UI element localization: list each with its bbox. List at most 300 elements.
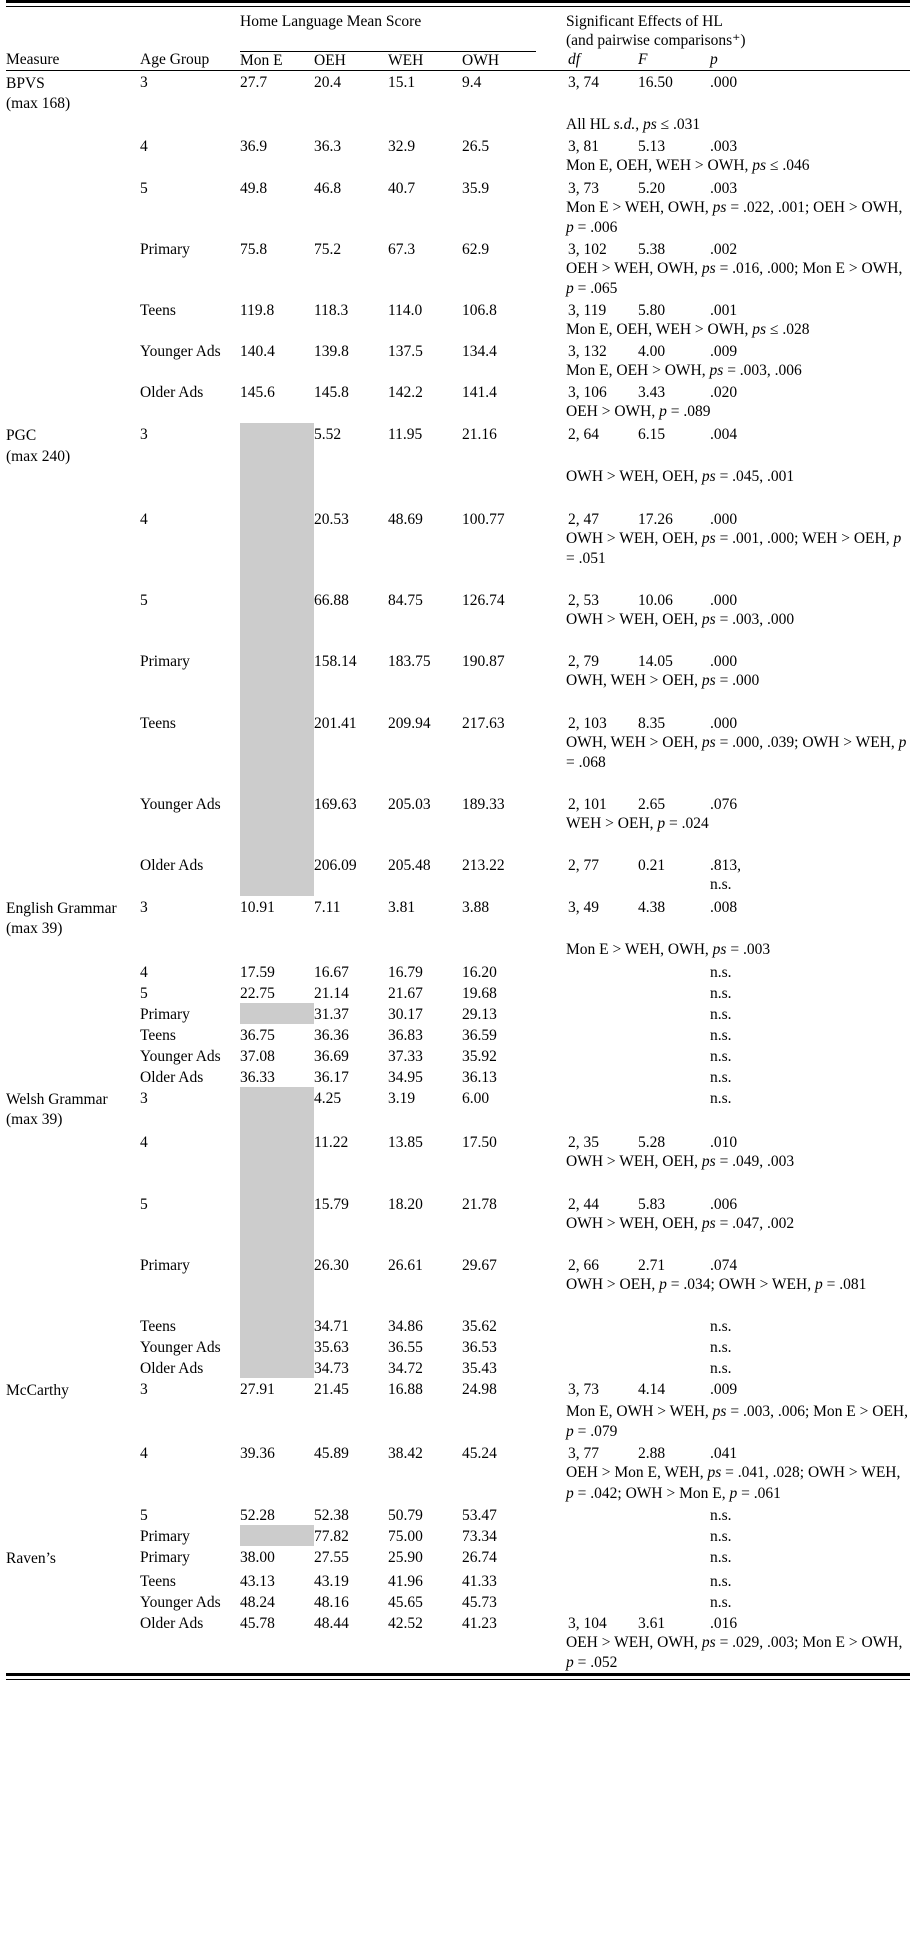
table-row bbox=[6, 1612, 910, 1633]
note-cell bbox=[766, 650, 910, 671]
header-home-language-mean-score: Home Language Mean Score bbox=[240, 13, 536, 51]
df-value bbox=[566, 1546, 636, 1570]
blank-cell bbox=[140, 198, 240, 238]
blank-cell bbox=[6, 156, 140, 176]
column-gap bbox=[536, 156, 566, 176]
blank-cell bbox=[766, 488, 910, 508]
score-blank-oeh bbox=[314, 733, 388, 773]
measure-blank bbox=[6, 1525, 140, 1546]
header-col-owh: OWH bbox=[462, 51, 536, 70]
blank-cell bbox=[140, 630, 240, 650]
score-owh: 19.68 bbox=[462, 984, 497, 1002]
measure-blank bbox=[6, 1591, 140, 1612]
column-gap bbox=[536, 1193, 566, 1214]
measure-blank bbox=[6, 1254, 140, 1275]
score-weh: 26.61 bbox=[388, 1256, 423, 1274]
note-cell bbox=[766, 896, 910, 941]
blank-cell bbox=[6, 569, 140, 589]
f-value: 0.21 bbox=[638, 857, 666, 875]
f-value: 5.13 bbox=[638, 138, 666, 156]
blank-cell bbox=[6, 773, 140, 793]
score-weh: 42.52 bbox=[388, 1614, 423, 1632]
score-mon-e: 22.75 bbox=[240, 984, 275, 1002]
p-value: .813, bbox=[710, 857, 742, 875]
score-blank-mon-e bbox=[240, 467, 314, 487]
column-gap bbox=[536, 1003, 566, 1024]
age-group-cell: Teens bbox=[140, 714, 176, 732]
header-note bbox=[766, 51, 910, 70]
f-value bbox=[636, 1504, 706, 1525]
df-value: 2, 53 bbox=[568, 592, 600, 610]
f-value: 5.28 bbox=[638, 1134, 666, 1152]
f-value bbox=[636, 982, 706, 1003]
df-value bbox=[566, 1003, 636, 1024]
note-cell bbox=[766, 1357, 910, 1378]
header-age-group: Age Group bbox=[140, 51, 240, 70]
score-weh: 45.65 bbox=[388, 1593, 423, 1611]
note-cell bbox=[766, 299, 910, 320]
age-group-cell: 5 bbox=[140, 592, 148, 610]
column-gap bbox=[536, 1152, 566, 1172]
score-mon-e: 145.6 bbox=[240, 384, 275, 402]
table-row bbox=[6, 1591, 910, 1612]
df-value: 3, 49 bbox=[568, 898, 600, 916]
note-cell bbox=[766, 875, 910, 895]
sig-effects-line2: (and pairwise comparisons⁺) bbox=[566, 32, 746, 49]
pairwise-comparison: OWH > WEH, OEH, ps = .003, .000 bbox=[566, 611, 795, 629]
score-blank-weh bbox=[388, 834, 462, 854]
pairwise-row bbox=[6, 1402, 910, 1442]
age-group-cell: Primary bbox=[140, 1548, 190, 1566]
pairwise-comparison: OWH > OEH, p = .034; OWH > WEH, p = .081 bbox=[566, 1275, 867, 1293]
column-gap bbox=[536, 814, 566, 834]
f-value bbox=[636, 1066, 706, 1087]
score-weh: 21.67 bbox=[388, 984, 423, 1002]
score-oeh: 77.82 bbox=[314, 1527, 349, 1545]
age-group-cell: 4 bbox=[140, 963, 148, 981]
column-gap bbox=[536, 1570, 566, 1591]
score-oeh: 21.14 bbox=[314, 984, 349, 1002]
score-blank-oeh bbox=[314, 814, 388, 834]
score-owh: 100.77 bbox=[462, 510, 505, 528]
score-blank-mon-e bbox=[240, 630, 314, 650]
score-blank-mon-e bbox=[240, 671, 314, 691]
measure-blank bbox=[6, 1066, 140, 1087]
column-gap bbox=[536, 940, 566, 960]
score-blank-weh bbox=[388, 733, 462, 773]
score-weh: 34.86 bbox=[388, 1318, 423, 1336]
column-gap bbox=[536, 238, 566, 259]
p-value: n.s. bbox=[710, 1089, 732, 1107]
df-value bbox=[566, 1336, 636, 1357]
blank-cell bbox=[766, 630, 910, 650]
blank-cell bbox=[566, 1295, 636, 1315]
spacer-row bbox=[6, 630, 910, 650]
pairwise-row bbox=[6, 320, 910, 340]
spacer-row bbox=[6, 773, 910, 793]
pairwise-comparison: All HL s.d., ps ≤ .031 bbox=[566, 116, 701, 134]
note-cell bbox=[766, 1504, 910, 1525]
df-value bbox=[566, 982, 636, 1003]
score-blank-owh bbox=[462, 1214, 536, 1234]
pairwise-comparison: OEH > WEH, OWH, ps = .029, .003; Mon E > OWH, p = .052 bbox=[566, 1633, 903, 1671]
blank-cell bbox=[636, 875, 706, 895]
score-oeh: 26.30 bbox=[314, 1256, 349, 1274]
score-mon-e: 75.8 bbox=[240, 240, 268, 258]
p-value: .000 bbox=[710, 73, 738, 91]
note-cell bbox=[766, 854, 910, 875]
table-row bbox=[6, 1442, 910, 1463]
note-cell bbox=[766, 238, 910, 259]
score-oeh: 145.8 bbox=[314, 384, 349, 402]
note-cell bbox=[766, 961, 910, 982]
score-blank-weh bbox=[388, 198, 462, 238]
score-oeh: 43.19 bbox=[314, 1572, 349, 1590]
pairwise-row bbox=[6, 940, 910, 960]
note-cell bbox=[766, 1131, 910, 1152]
score-blank-owh bbox=[462, 156, 536, 176]
score-mon-e: 37.08 bbox=[240, 1047, 275, 1065]
score-blank-owh bbox=[462, 1173, 536, 1193]
blank-cell bbox=[6, 1633, 140, 1673]
pairwise-comparison: OEH > WEH, OWH, ps = .016, .000; Mon E > OWH, p = .065 bbox=[566, 259, 903, 298]
score-blank-mon-e bbox=[240, 875, 314, 895]
blank-cell bbox=[6, 529, 140, 569]
blank-cell bbox=[140, 402, 240, 422]
df-value bbox=[566, 961, 636, 982]
age-group-cell: 3 bbox=[140, 898, 148, 916]
df-value: 2, 79 bbox=[568, 653, 600, 671]
score-weh: 34.95 bbox=[388, 1068, 423, 1086]
score-blank-owh bbox=[462, 1152, 536, 1172]
score-blank-mon-e bbox=[240, 773, 314, 793]
p-value: n.s. bbox=[710, 1026, 732, 1044]
df-value bbox=[566, 1357, 636, 1378]
blank-cell bbox=[706, 569, 766, 589]
table-row bbox=[6, 1357, 910, 1378]
table-row bbox=[6, 1087, 910, 1132]
score-oeh: 36.3 bbox=[314, 138, 342, 156]
measure-blank bbox=[6, 1045, 140, 1066]
f-value bbox=[636, 1570, 706, 1591]
table-row bbox=[6, 1066, 910, 1087]
age-group-cell: Primary bbox=[140, 1527, 190, 1545]
age-group-cell: 4 bbox=[140, 1134, 148, 1152]
measure-blank bbox=[6, 589, 140, 610]
score-weh: 50.79 bbox=[388, 1506, 423, 1524]
score-blank-weh bbox=[388, 1152, 462, 1172]
score-oeh: 52.38 bbox=[314, 1506, 349, 1524]
pairwise-comparison: Mon E > WEH, OWH, ps = .022, .001; OEH > OWH, p = .006 bbox=[566, 198, 903, 236]
score-mon-e bbox=[240, 423, 314, 468]
column-gap bbox=[536, 589, 566, 610]
p-value: .016 bbox=[710, 1614, 738, 1632]
spacer-row bbox=[6, 1173, 910, 1193]
blank-cell bbox=[6, 733, 140, 773]
score-blank-owh bbox=[462, 1275, 536, 1295]
df-value: 2, 47 bbox=[568, 510, 600, 528]
score-blank-mon-e bbox=[240, 320, 314, 340]
score-weh: 205.03 bbox=[388, 796, 431, 814]
score-blank-weh bbox=[388, 692, 462, 712]
blank-cell bbox=[6, 610, 140, 630]
score-blank-oeh bbox=[314, 1463, 388, 1503]
blank-cell bbox=[140, 773, 240, 793]
column-gap bbox=[536, 1024, 566, 1045]
measure-name: English Grammar bbox=[6, 899, 117, 917]
measure-name: BPVS bbox=[6, 74, 45, 92]
column-gap bbox=[536, 1254, 566, 1275]
f-value bbox=[636, 1087, 706, 1132]
score-oeh: 48.16 bbox=[314, 1593, 349, 1611]
measure-blank bbox=[6, 508, 140, 529]
measure-label bbox=[6, 896, 140, 941]
measure-blank bbox=[6, 982, 140, 1003]
score-blank-oeh bbox=[314, 569, 388, 589]
blank-cell bbox=[766, 773, 910, 793]
table-row bbox=[6, 1336, 910, 1357]
score-blank-oeh bbox=[314, 361, 388, 381]
score-blank-weh bbox=[388, 1633, 462, 1673]
p-value: .000 bbox=[710, 510, 738, 528]
p-value: n.s. bbox=[710, 1572, 732, 1590]
score-weh: 84.75 bbox=[388, 592, 423, 610]
column-gap bbox=[536, 340, 566, 361]
score-oeh: 201.41 bbox=[314, 714, 357, 732]
blank-cell bbox=[566, 834, 636, 854]
score-mon-e: 52.28 bbox=[240, 1506, 275, 1524]
score-blank-mon-e bbox=[240, 259, 314, 299]
measure-blank bbox=[6, 650, 140, 671]
score-oeh: 36.36 bbox=[314, 1026, 349, 1044]
score-blank-owh bbox=[462, 488, 536, 508]
score-blank-mon-e bbox=[240, 198, 314, 238]
measure-label bbox=[6, 1546, 140, 1570]
score-owh: 62.9 bbox=[462, 240, 490, 258]
score-weh: 16.88 bbox=[388, 1381, 423, 1399]
blank-cell bbox=[766, 834, 910, 854]
age-group-cell: Younger Ads bbox=[140, 796, 221, 814]
blank-cell bbox=[140, 320, 240, 340]
score-weh: 205.48 bbox=[388, 857, 431, 875]
note-cell bbox=[766, 1087, 910, 1132]
pairwise-row bbox=[6, 1214, 910, 1234]
f-value: 5.20 bbox=[638, 179, 666, 197]
score-weh: 25.90 bbox=[388, 1548, 423, 1566]
p-value: .001 bbox=[710, 302, 738, 320]
blank-cell bbox=[566, 692, 636, 712]
measure-blank bbox=[6, 793, 140, 814]
score-owh: 35.9 bbox=[462, 179, 490, 197]
note-cell bbox=[766, 340, 910, 361]
score-oeh: 7.11 bbox=[314, 898, 341, 916]
score-oeh: 21.45 bbox=[314, 1381, 349, 1399]
score-blank-owh bbox=[462, 529, 536, 569]
note-cell bbox=[766, 1315, 910, 1336]
age-group-cell: 4 bbox=[140, 510, 148, 528]
score-blank-owh bbox=[462, 610, 536, 630]
blank-cell bbox=[766, 1234, 910, 1254]
score-blank-oeh bbox=[314, 773, 388, 793]
score-blank-oeh bbox=[314, 834, 388, 854]
score-owh: 36.59 bbox=[462, 1026, 497, 1044]
column-gap bbox=[536, 875, 566, 895]
column-gap bbox=[536, 177, 566, 198]
pairwise-row bbox=[6, 115, 910, 135]
measure-label bbox=[6, 1378, 140, 1402]
note-cell bbox=[766, 423, 910, 468]
blank-cell bbox=[6, 940, 140, 960]
age-group-cell: 5 bbox=[140, 1506, 148, 1524]
age-group-cell: 5 bbox=[140, 1195, 148, 1213]
measure-label bbox=[6, 1087, 140, 1132]
measure-max: (max 240) bbox=[6, 447, 71, 465]
column-gap bbox=[536, 1357, 566, 1378]
spacer-row bbox=[6, 1295, 910, 1315]
score-blank-oeh bbox=[314, 1152, 388, 1172]
score-oeh: 158.14 bbox=[314, 653, 357, 671]
blank-cell bbox=[706, 630, 766, 650]
blank-cell bbox=[140, 1214, 240, 1234]
df-value: 3, 119 bbox=[568, 302, 607, 320]
p-value: n.s. bbox=[710, 1506, 732, 1524]
measure-label bbox=[6, 423, 140, 468]
score-blank-owh bbox=[462, 569, 536, 589]
measure-blank bbox=[6, 1612, 140, 1633]
measure-blank bbox=[6, 961, 140, 982]
score-oeh: 34.73 bbox=[314, 1360, 349, 1378]
score-weh: 36.55 bbox=[388, 1339, 423, 1357]
table-row bbox=[6, 854, 910, 875]
score-weh: 36.83 bbox=[388, 1026, 423, 1044]
score-owh: 134.4 bbox=[462, 343, 497, 361]
blank-cell bbox=[140, 156, 240, 176]
age-group-cell: 3 bbox=[140, 1089, 148, 1107]
score-owh: 45.24 bbox=[462, 1445, 497, 1463]
blank-cell bbox=[566, 569, 636, 589]
note-cell bbox=[766, 1003, 910, 1024]
blank-cell bbox=[6, 875, 140, 895]
column-gap bbox=[536, 982, 566, 1003]
f-value bbox=[636, 1336, 706, 1357]
p-value: n.s. bbox=[710, 1068, 732, 1086]
spacer-row bbox=[6, 834, 910, 854]
score-blank-oeh bbox=[314, 875, 388, 895]
blank-cell bbox=[636, 488, 706, 508]
table-row bbox=[6, 238, 910, 259]
table-row bbox=[6, 1315, 910, 1336]
measure-blank bbox=[6, 1570, 140, 1591]
table-row bbox=[6, 589, 910, 610]
df-value bbox=[566, 1087, 636, 1132]
score-blank-mon-e bbox=[240, 569, 314, 589]
score-blank-weh bbox=[388, 320, 462, 340]
measure-name: McCarthy bbox=[6, 1382, 69, 1400]
blank-cell bbox=[6, 834, 140, 854]
note-cell bbox=[766, 1045, 910, 1066]
p-value: n.s. bbox=[710, 963, 732, 981]
table-row bbox=[6, 712, 910, 733]
column-gap bbox=[536, 712, 566, 733]
blank-cell bbox=[6, 361, 140, 381]
score-blank-weh bbox=[388, 610, 462, 630]
score-mon-e bbox=[240, 1336, 314, 1357]
blank-cell bbox=[766, 1295, 910, 1315]
pairwise-comparison: OWH > WEH, OEH, ps = .045, .001 bbox=[566, 468, 795, 486]
blank-cell bbox=[140, 1173, 240, 1193]
score-owh: 3.88 bbox=[462, 898, 490, 916]
score-weh: 3.19 bbox=[388, 1089, 416, 1107]
df-value: 3, 73 bbox=[568, 179, 600, 197]
column-gap bbox=[536, 1066, 566, 1087]
blank-cell bbox=[140, 940, 240, 960]
blank-cell bbox=[566, 630, 636, 650]
column-gap bbox=[536, 854, 566, 875]
table-row bbox=[6, 1024, 910, 1045]
score-mon-e bbox=[240, 1315, 314, 1336]
score-blank-oeh bbox=[314, 529, 388, 569]
pairwise-comparison: Mon E, OEH > OWH, ps = .003, .006 bbox=[566, 362, 802, 380]
score-blank-owh bbox=[462, 361, 536, 381]
score-weh: 75.00 bbox=[388, 1527, 423, 1545]
note-cell bbox=[766, 982, 910, 1003]
score-weh: 48.69 bbox=[388, 510, 423, 528]
blank-cell bbox=[6, 115, 140, 135]
score-oeh: 118.3 bbox=[314, 302, 349, 320]
p-value: n.s. bbox=[710, 1339, 732, 1357]
p-value: .010 bbox=[710, 1134, 738, 1152]
score-owh: 6.00 bbox=[462, 1089, 490, 1107]
column-gap bbox=[536, 1612, 566, 1633]
age-group-cell: 3 bbox=[140, 1381, 148, 1399]
blank-cell bbox=[636, 1234, 706, 1254]
score-weh: 37.33 bbox=[388, 1047, 423, 1065]
score-blank-owh bbox=[462, 630, 536, 650]
score-owh: 126.74 bbox=[462, 592, 505, 610]
score-owh: 41.33 bbox=[462, 1572, 497, 1590]
blank-cell bbox=[536, 1173, 566, 1193]
f-value: 3.61 bbox=[638, 1614, 666, 1632]
blank-cell bbox=[140, 1633, 240, 1673]
pairwise-row bbox=[6, 671, 910, 691]
score-owh: 21.78 bbox=[462, 1195, 497, 1213]
f-value bbox=[636, 1525, 706, 1546]
score-blank-owh bbox=[462, 467, 536, 487]
header-blank-measure bbox=[6, 13, 140, 51]
table-body bbox=[6, 70, 910, 1673]
score-blank-weh bbox=[388, 259, 462, 299]
p-value: n.s. bbox=[710, 1047, 732, 1065]
blank-cell bbox=[706, 834, 766, 854]
column-gap bbox=[536, 1336, 566, 1357]
blank-cell bbox=[140, 875, 240, 895]
score-mon-e bbox=[240, 650, 314, 671]
blank-cell bbox=[6, 259, 140, 299]
blank-cell bbox=[140, 361, 240, 381]
table-row bbox=[6, 1504, 910, 1525]
score-blank-mon-e bbox=[240, 1402, 314, 1442]
blank-cell bbox=[566, 1234, 636, 1254]
p-continuation: n.s. bbox=[710, 876, 732, 894]
df-value: 3, 106 bbox=[568, 384, 607, 402]
score-blank-mon-e bbox=[240, 834, 314, 854]
score-owh: 190.87 bbox=[462, 653, 505, 671]
df-value: 3, 74 bbox=[568, 73, 600, 91]
pairwise-row bbox=[6, 1633, 910, 1673]
blank-cell bbox=[636, 630, 706, 650]
column-gap bbox=[536, 1275, 566, 1295]
score-mon-e bbox=[240, 1193, 314, 1214]
